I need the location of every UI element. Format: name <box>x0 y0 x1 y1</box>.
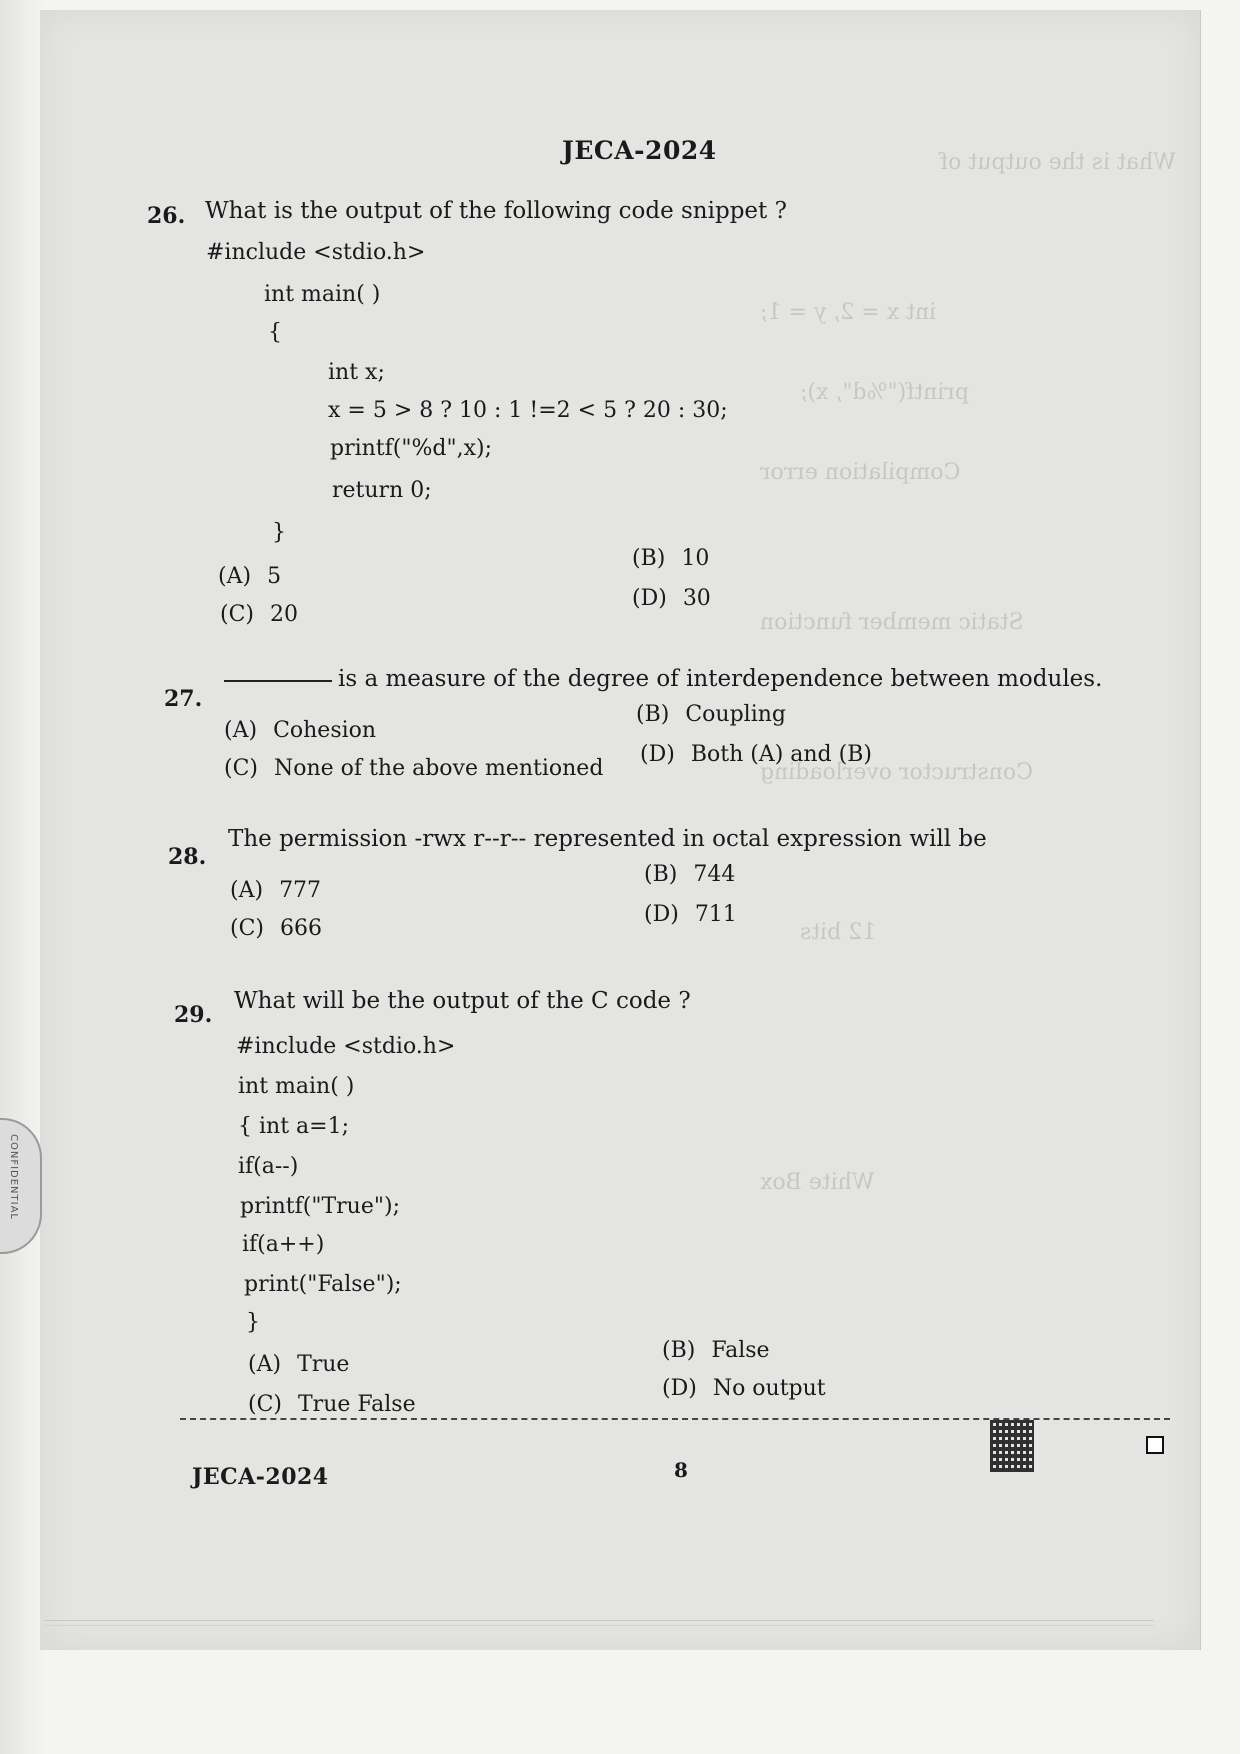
q28-option-a[interactable] <box>230 878 321 903</box>
q26-option-d[interactable] <box>632 586 711 611</box>
q26-code-line-3: { <box>268 320 282 345</box>
option-label: (C) <box>248 1392 282 1417</box>
option-label: (C) <box>220 602 254 627</box>
q28-option-d[interactable] <box>644 902 737 927</box>
option-value: 5 <box>267 564 282 589</box>
question-27-text <box>224 666 1102 692</box>
fill-in-blank <box>224 680 332 682</box>
option-value: 10 <box>681 546 710 571</box>
option-value: True False <box>298 1392 416 1417</box>
q29-code-line-3: { int a=1; <box>238 1114 349 1139</box>
option-label: (D) <box>640 742 675 767</box>
q26-code-line-4: int x; <box>328 360 385 385</box>
q29-code-line-1: #include <stdio.h> <box>236 1034 456 1059</box>
q29-code-line-4: if(a--) <box>238 1154 299 1179</box>
question-26-text: What is the output of the following code snippet ? <box>205 198 787 224</box>
q29-option-b[interactable] <box>662 1338 770 1363</box>
option-value: True <box>297 1352 350 1377</box>
q29-code-line-7: print("False"); <box>244 1272 402 1297</box>
option-label: (A) <box>218 564 252 589</box>
option-value: Both (A) and (B) <box>690 742 872 767</box>
q26-code-line-2: int main( ) <box>264 282 381 307</box>
option-value: 30 <box>682 586 711 611</box>
option-value: Cohesion <box>273 718 377 743</box>
option-label: (C) <box>224 756 258 781</box>
question-27-text-body: is a measure of the degree of interdependence between modules. <box>338 666 1103 692</box>
option-value: None of the above mentioned <box>274 756 604 781</box>
qr-code-icon <box>990 1420 1034 1472</box>
q29-code-line-2: int main( ) <box>238 1074 355 1099</box>
option-value: 744 <box>693 862 736 887</box>
page-number: 8 <box>674 1458 688 1482</box>
q29-option-a[interactable] <box>248 1352 349 1377</box>
option-label: (B) <box>632 546 666 571</box>
option-label: (C) <box>230 916 264 941</box>
option-label: (B) <box>636 702 670 727</box>
q27-option-d[interactable] <box>640 742 872 767</box>
q27-option-b[interactable] <box>636 702 786 727</box>
q26-option-a[interactable] <box>218 564 281 589</box>
q26-option-c[interactable] <box>220 602 298 627</box>
option-value: 666 <box>280 916 322 941</box>
footer-exam-code: JECA-2024 <box>192 1464 329 1490</box>
option-value: Coupling <box>685 702 786 727</box>
page-title: JECA-2024 <box>562 136 717 165</box>
q28-option-c[interactable] <box>230 916 322 941</box>
q29-code-line-5: printf("True"); <box>240 1194 400 1219</box>
q26-code-line-6: printf("%d",x); <box>330 436 492 461</box>
option-label: (D) <box>632 586 667 611</box>
option-label: (B) <box>662 1338 696 1363</box>
question-29-text: What will be the output of the C code ? <box>234 988 691 1014</box>
q28-option-b[interactable] <box>644 862 735 887</box>
q29-option-d[interactable] <box>662 1376 826 1401</box>
square-marker-icon <box>1146 1436 1164 1454</box>
q26-code-line-1: #include <stdio.h> <box>206 240 426 265</box>
q29-option-c[interactable] <box>248 1392 416 1417</box>
question-28-number: 28. <box>168 844 207 870</box>
q27-option-c[interactable] <box>224 756 603 781</box>
option-label: (A) <box>248 1352 282 1377</box>
question-27-number: 27. <box>164 686 203 712</box>
option-label: (A) <box>230 878 264 903</box>
option-label: (A) <box>224 718 258 743</box>
option-value: 20 <box>270 602 298 627</box>
option-value: 711 <box>694 902 737 927</box>
option-label: (D) <box>644 902 679 927</box>
q26-code-line-5: x = 5 > 8 ? 10 : 1 !=2 < 5 ? 20 : 30; <box>328 398 728 423</box>
q29-code-line-8: } <box>246 1310 260 1335</box>
q27-option-a[interactable] <box>224 718 376 743</box>
q26-option-b[interactable] <box>632 546 709 571</box>
q26-code-line-7: return 0; <box>332 478 432 503</box>
option-value: False <box>711 1338 770 1363</box>
question-26-number: 26. <box>147 203 186 229</box>
seal-label: CONFIDENTIAL <box>8 1134 19 1221</box>
option-value: 777 <box>279 878 322 903</box>
question-29-number: 29. <box>174 1002 213 1028</box>
question-28-text: The permission -rwx r--r-- represented in octal expression will be <box>228 826 987 852</box>
q29-code-line-6: if(a++) <box>242 1232 325 1257</box>
option-label: (B) <box>644 862 678 887</box>
q26-code-line-8: } <box>272 520 286 545</box>
option-value: No output <box>712 1376 826 1401</box>
option-label: (D) <box>662 1376 697 1401</box>
